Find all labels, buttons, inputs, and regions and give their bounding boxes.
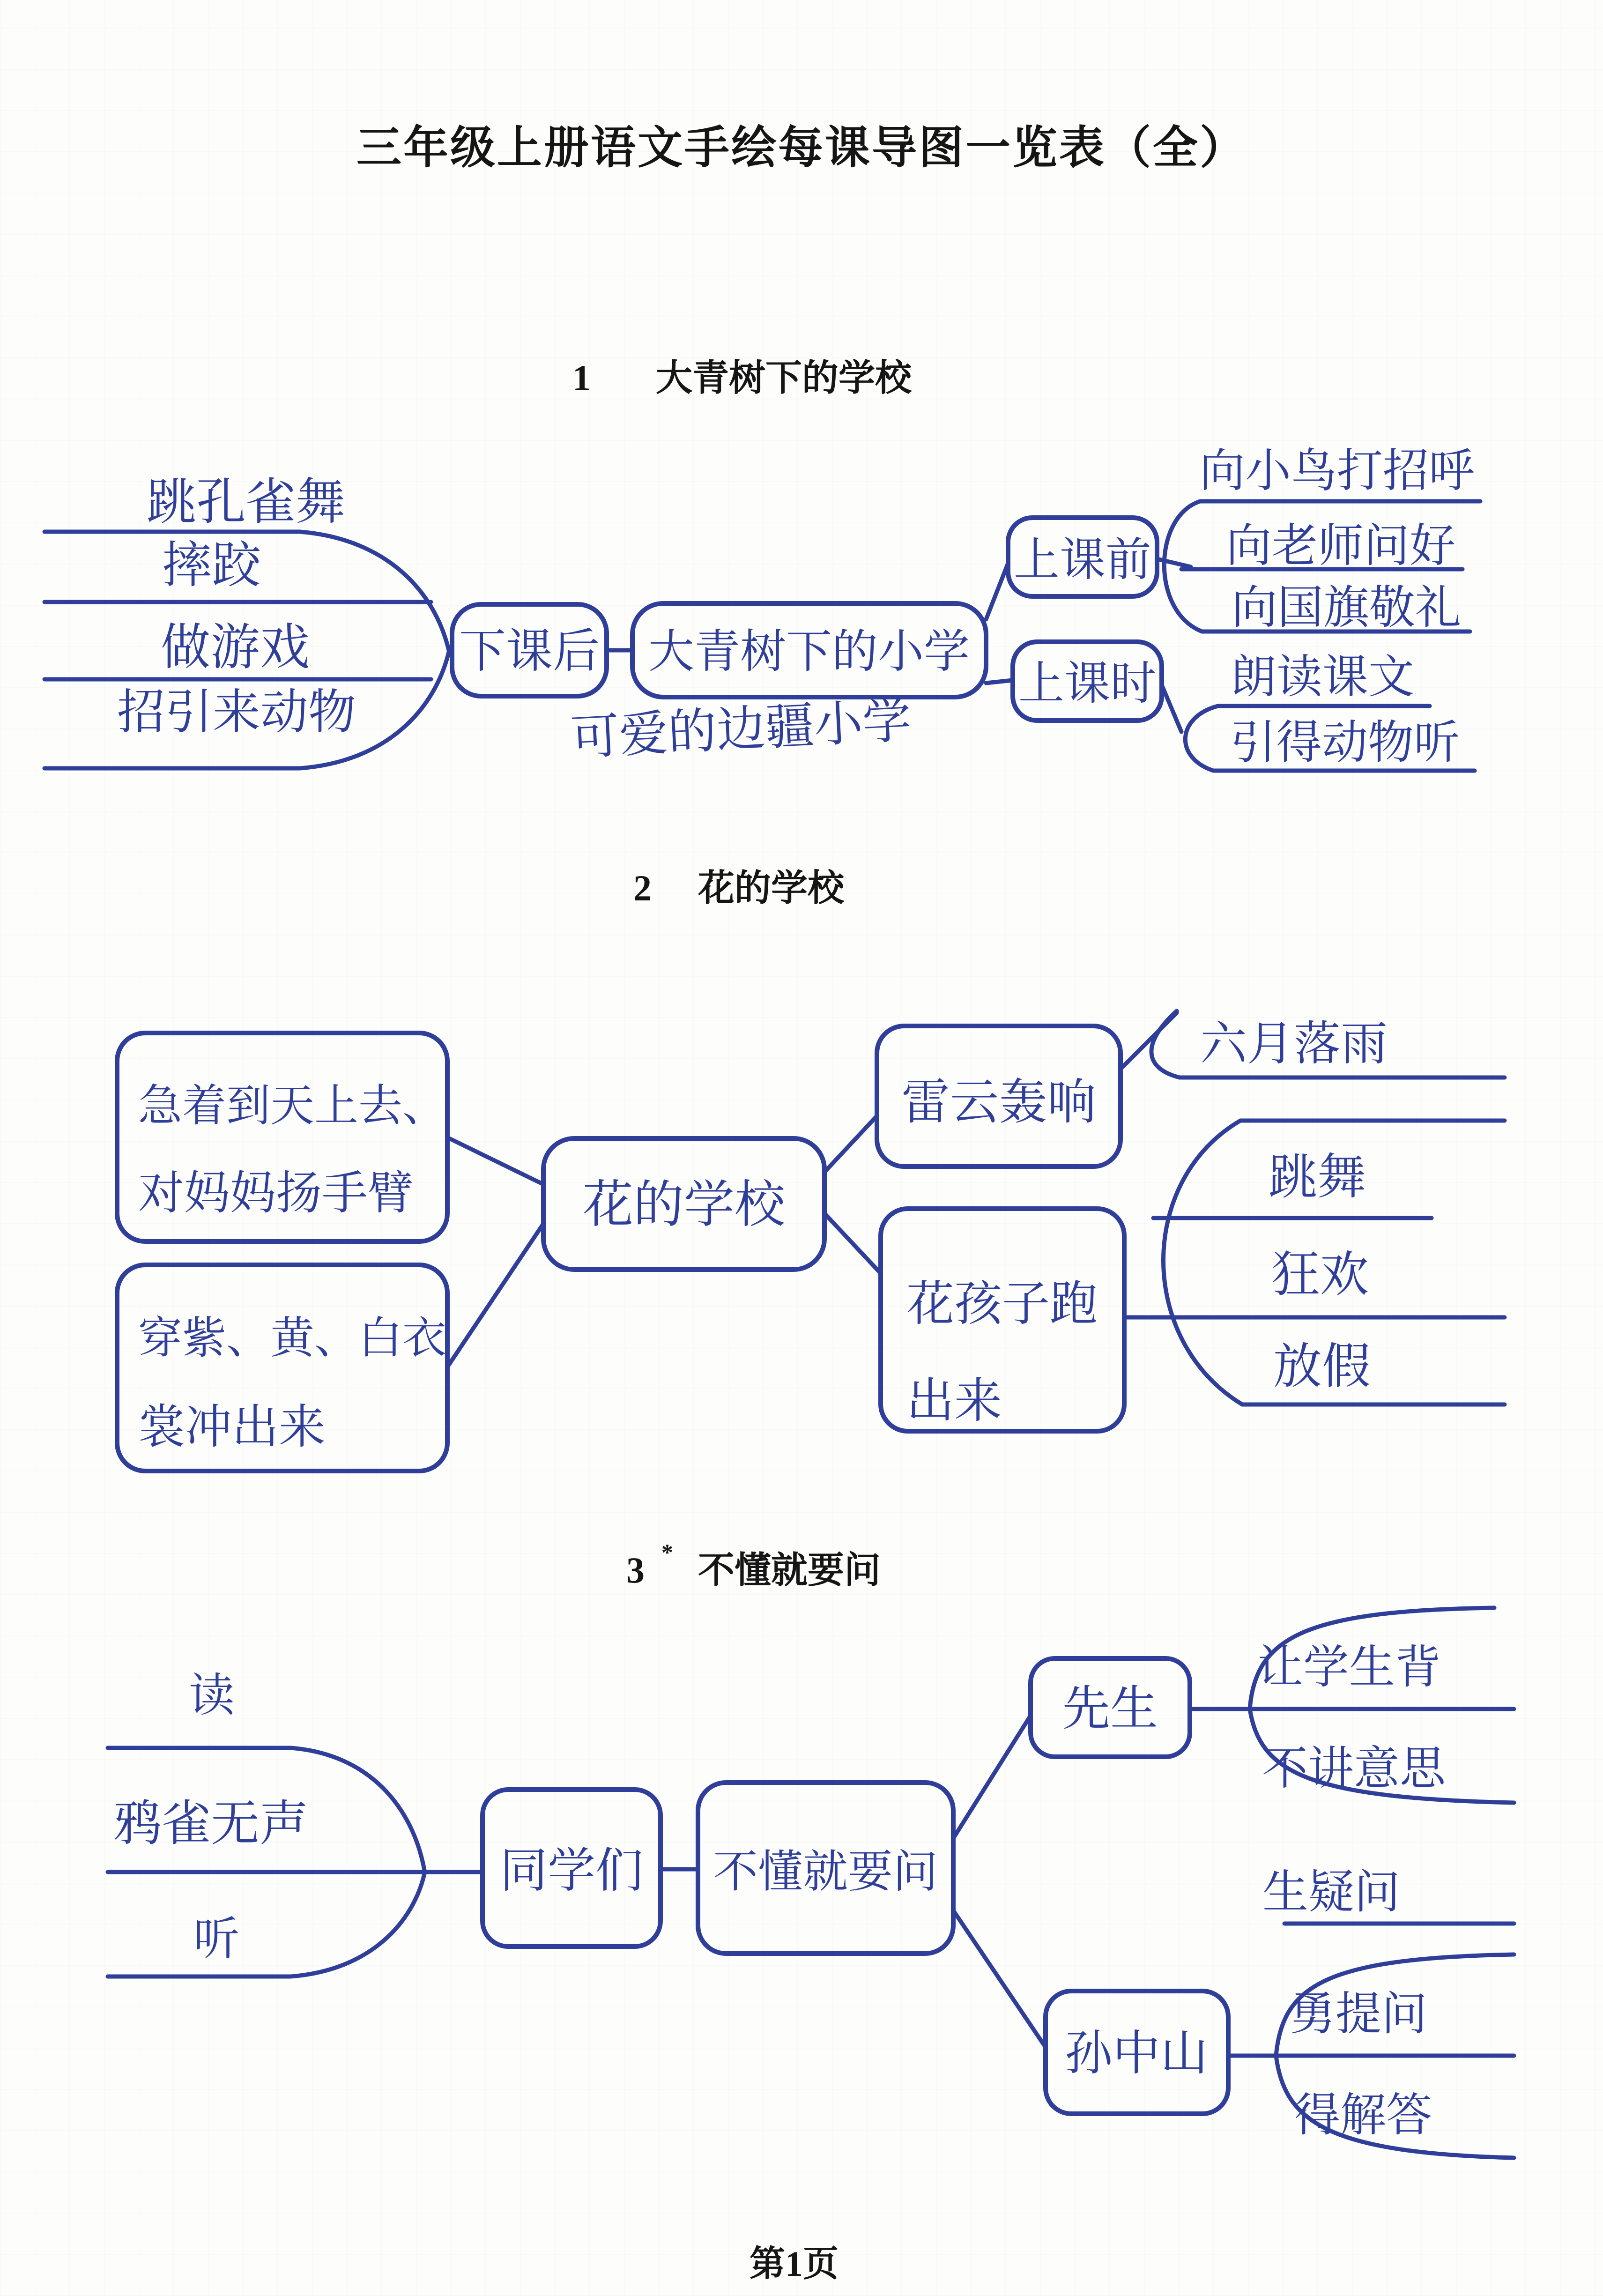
map1-branch1-leaf: 向小鸟打招呼 <box>1199 444 1475 498</box>
section3-title: 不懂就要问 <box>698 1550 881 1590</box>
map3-branch2-leaf: 生疑问 <box>1262 1865 1401 1919</box>
map1-branch2-leaf: 朗读课文 <box>1230 650 1415 704</box>
page-title: 三年级上册语文手绘每课导图一览表（全） <box>356 123 1247 173</box>
section3-number: 3 <box>626 1550 645 1590</box>
map2-diag-D <box>824 1213 881 1273</box>
map2-branch2-leaf: 狂欢 <box>1271 1246 1369 1303</box>
map3-leaf-label: 听 <box>193 1912 240 1966</box>
map3-branch1-node-label: 先生 <box>1062 1681 1158 1737</box>
map2-branch2-leaf: 跳舞 <box>1268 1148 1366 1205</box>
map1-leaf-label: 做游戏 <box>161 618 310 676</box>
map1-leaf-label: 摔跤 <box>162 536 261 594</box>
map2-left-box-B-line: 裳冲出来 <box>138 1399 326 1454</box>
map1-branch1-node-label: 上课前 <box>1013 533 1152 587</box>
map1-branch1-leaf: 向国旗敬礼 <box>1231 581 1462 634</box>
map3-leaf-label: 鸦雀无声 <box>113 1795 309 1852</box>
map1-left-node-label: 下课后 <box>459 624 600 678</box>
map1-branch2-node-label: 上课时 <box>1018 657 1157 710</box>
section1-number: 1 <box>572 357 591 398</box>
map2-branch2-node-line: 花孩子跑 <box>906 1276 1098 1332</box>
map1-root-node-label: 大青树下的小学 <box>648 625 970 678</box>
map3-branch1-leaf: 让学生背 <box>1257 1641 1441 1694</box>
map2-diag-B <box>447 1224 543 1367</box>
section3-star: * <box>661 1539 673 1565</box>
map2-diag-A <box>447 1137 543 1184</box>
map1-annotation: 可爱的边疆小学 <box>569 691 913 766</box>
map1-branch2-bracket <box>1185 706 1218 771</box>
map1-branch-line-down <box>986 680 1013 683</box>
map2-left-box-B-line: 穿紫、黄、白衣 <box>138 1313 447 1364</box>
map3-branch1-leaf: 不讲意思 <box>1262 1742 1446 1795</box>
map1-branch2-leaf: 引得动物听 <box>1230 716 1460 769</box>
map2-branch2-leaf: 放假 <box>1273 1337 1371 1395</box>
map2-diag-C <box>824 1116 877 1172</box>
map2-branch1-hook <box>1151 1011 1180 1077</box>
map1-branch2-junction <box>1162 685 1181 732</box>
map3-leaf-label: 读 <box>188 1669 235 1722</box>
section1-title: 大青树下的学校 <box>656 357 912 398</box>
map3-branch2-node-label: 孙中山 <box>1065 2026 1208 2081</box>
map2-branch1-node-label: 雷云轰响 <box>901 1073 1097 1130</box>
map3-branch2-leaf: 得解答 <box>1294 2088 1432 2142</box>
map2-left-box-A-line: 对妈妈扬手臂 <box>138 1167 414 1220</box>
map1-leaf-label: 跳孔雀舞 <box>147 473 345 531</box>
page-number-footer: 第1页 <box>750 2244 839 2284</box>
map2-left-box-A-line: 急着到天上去、 <box>138 1080 447 1131</box>
map3-branch-line-down <box>953 1910 1046 2047</box>
map1-leaf-label: 招引来动物 <box>117 684 356 740</box>
map3-left-line-3 <box>108 1874 424 1976</box>
map3-root-node-label: 不懂就要问 <box>713 1845 938 1898</box>
map3-branch2-leaf: 勇提问 <box>1289 1987 1428 2041</box>
map1-branch-line-up <box>986 563 1008 619</box>
map2-branch2-node-line: 出来 <box>906 1373 1002 1429</box>
map2-branch1-leaf: 六月落雨 <box>1200 1016 1388 1071</box>
map3-branch-line-up <box>953 1716 1031 1838</box>
map2-root-node-label: 花的学校 <box>582 1175 786 1234</box>
section2-number: 2 <box>633 868 652 908</box>
map2-branch2-bracket <box>1163 1121 1242 1404</box>
map3-left-node-label: 同学们 <box>500 1843 643 1899</box>
map1-branch1-leaf: 向老师问好 <box>1225 519 1456 572</box>
section2-title: 花的学校 <box>698 868 845 908</box>
